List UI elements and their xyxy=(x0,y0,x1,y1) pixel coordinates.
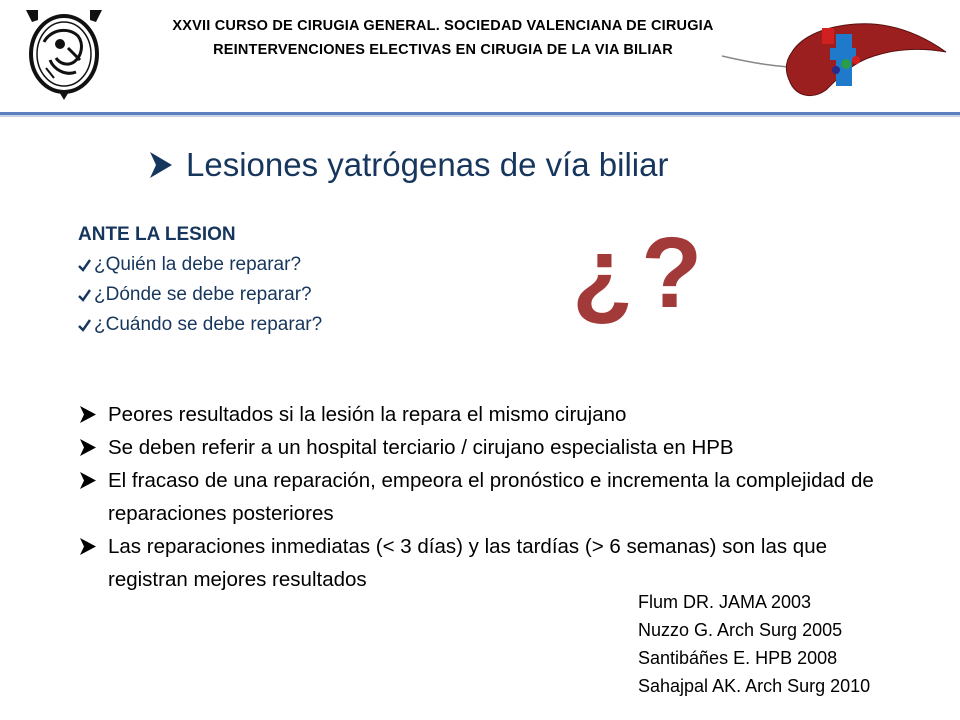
society-emblem-icon xyxy=(24,8,104,100)
slide-header xyxy=(0,0,960,118)
question-item xyxy=(78,280,322,310)
bullet-item xyxy=(80,398,930,431)
bullet-text: Peores resultados si la lesión la repara el mismo cirujano xyxy=(108,403,627,426)
question-text: ¿Cuándo se debe reparar? xyxy=(94,314,323,335)
question-item xyxy=(78,250,322,280)
reference-item: Santibáñes E. HPB 2008 xyxy=(638,648,838,668)
question-heading: ANTE LA LESION xyxy=(78,224,236,245)
bullet-item xyxy=(80,464,930,530)
slide-title: Lesiones yatrógenas de vía biliar xyxy=(186,146,669,183)
big-question-mark: ¿? xyxy=(572,217,711,329)
question-text: ¿Quién la debe reparar? xyxy=(94,254,302,275)
question-block xyxy=(78,220,322,340)
arrow-bullet-icon xyxy=(80,472,96,489)
reference-item: Nuzzo G. Arch Surg 2005 xyxy=(638,620,843,640)
reference-item: Flum DR. JAMA 2003 xyxy=(638,592,812,612)
bullet-text: El fracaso de una reparación, empeora el pronóstico e incrementa la complejidad de reparaciones posteriores xyxy=(108,469,874,525)
bullet-text: Se deben referir a un hospital terciario / cirujano especialista en HPB xyxy=(108,436,734,459)
arrow-bullet-icon xyxy=(80,406,96,423)
arrow-bullet-icon xyxy=(150,152,172,178)
references xyxy=(638,588,870,700)
bullet-text: Las reparaciones inmediatas (< 3 días) y las tardías (> 6 semanas) son las que registran mejores resultados xyxy=(108,535,828,591)
question-text: ¿Dónde se debe reparar? xyxy=(94,284,312,305)
checkmark-icon xyxy=(78,289,91,302)
bullet-list xyxy=(80,398,930,596)
reference-item: Sahajpal AK. Arch Surg 2010 xyxy=(638,676,871,696)
arrow-bullet-icon xyxy=(80,538,96,555)
course-title: XXVII CURSO DE CIRUGIA GENERAL. SOCIEDAD VALENCIANA DE CIRUGIA xyxy=(172,18,714,34)
pancreas-biliary-icon xyxy=(718,18,948,98)
bullet-item xyxy=(80,530,930,596)
question-item xyxy=(78,310,322,340)
checkmark-icon xyxy=(78,319,91,332)
session-title: REINTERVENCIONES ELECTIVAS EN CIRUGIA DE LA VIA BILIAR xyxy=(213,42,673,58)
header-divider-shadow xyxy=(0,115,960,117)
slide-title-row xyxy=(150,146,668,184)
bullet-item xyxy=(80,431,930,464)
checkmark-icon xyxy=(78,259,91,272)
arrow-bullet-icon xyxy=(80,439,96,456)
